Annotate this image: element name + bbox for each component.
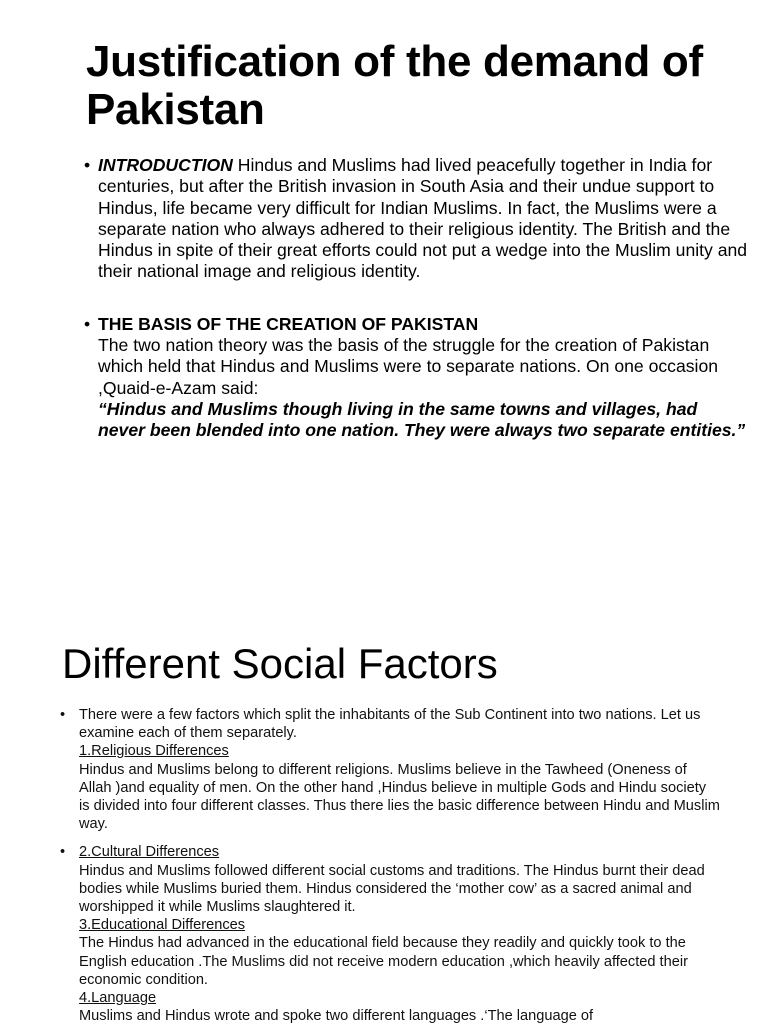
slide-title: Justification of the demand of Pakistan [86, 37, 703, 134]
bullet-basis [84, 314, 748, 442]
slide-social-factors [0, 590, 768, 1024]
bullet-dot: • [84, 155, 91, 175]
religious-differences-heading: 1.Religious Differences [79, 743, 229, 760]
introduction-heading: INTRODUCTION [98, 155, 233, 175]
bullet-list [84, 155, 748, 442]
quaid-quote: “Hindus and Muslims though living in the same towns and villages, had never been blended into one nation. They were always two separate entities.” [98, 398, 746, 441]
introduction-text: Hindus and Muslims had lived peacefully together in India for centuries, but after the British invasion in South Asia and their undue support to Hindus, life became very difficult for Indian Muslims. In fact, the Muslims were a separate nation who always adhered to their religious identity. The British and the Hindus in spite of their great efforts could not put a wedge into the Muslim unity and their national image and religious identity. [98, 155, 748, 282]
factors-intro: There were a few factors which split the inhabitants of the Sub Continent into two nations. Let us examine each of them separately. [79, 707, 701, 742]
language-heading: 4.Language [79, 990, 157, 1007]
cultural-differences-text: Hindus and Muslims followed different social customs and traditions. The Hindus burnt their dead bodies while Muslims buried them. Hindus considered the ‘mother cow’ as a sacred animal and worshipped it while Muslims slaughtered it. [79, 862, 705, 916]
bullet-religious-differences [60, 706, 720, 833]
language-text: Muslims and Hindus wrote and spoke two different languages .‘The language of [79, 1008, 594, 1024]
basis-heading: THE BASIS OF THE CREATION OF PAKISTAN [98, 313, 479, 334]
bullet-dot: • [60, 844, 66, 861]
educational-differences-heading: 3.Educational Differences [79, 917, 246, 934]
bullet-dot: • [84, 313, 91, 334]
cultural-differences-heading: 2.Cultural Differences [79, 844, 220, 861]
educational-differences-text: The Hindus had advanced in the educational field because they readily and quickly took to the English education .The Muslims did not receive modern education ,which heavily affected their economic condition. [79, 935, 688, 988]
bullet-list [60, 706, 720, 1024]
bullet-introduction [84, 155, 748, 283]
basis-text: The two nation theory was the basis of the struggle for the creation of Pakistan which held that Hindus and Muslims were to separate nations. On one occasion ,Quaid-e-Azam said: [98, 335, 719, 398]
bullet-cultural-differences [60, 843, 720, 1024]
slide-title: Different Social Factors [62, 640, 498, 687]
bullet-dot: • [60, 707, 66, 723]
religious-differences-text: Hindus and Muslims belong to different religions. Muslims believe in the Tawheed (Oneness of Allah )and equality of men. On the other hand ,Hindus believe in multiple Gods and Hindu society is divided into four different classes. Thus there lies the basic difference between Hindu and Muslim way. [79, 761, 720, 833]
